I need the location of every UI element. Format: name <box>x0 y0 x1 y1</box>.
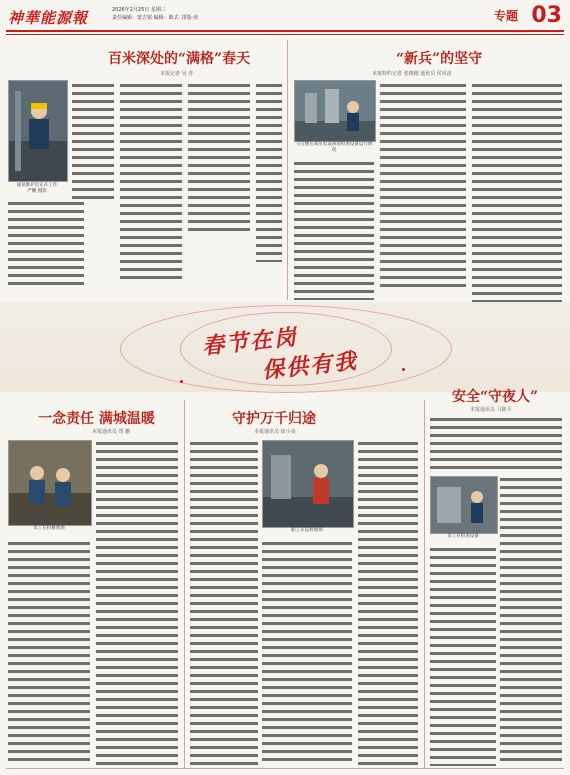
photo-maintenance-icon <box>9 441 91 525</box>
byline-bottom-middle: 本报通讯员 徐小凌 <box>254 429 296 435</box>
photo-bottom-left <box>8 440 92 526</box>
headline-bottom-middle: 守护万千归途 <box>232 411 316 427</box>
decorative-dot <box>402 368 405 371</box>
top-rule <box>6 30 564 32</box>
body-column <box>256 82 282 262</box>
photo-bottom-right <box>430 476 498 534</box>
page-number: 03 <box>531 3 562 28</box>
body-column <box>358 440 418 766</box>
headline-top-left: 百米深处的“满格”春天 <box>108 51 251 67</box>
body-column <box>190 440 258 766</box>
body-column <box>120 82 182 282</box>
body-column <box>500 476 562 766</box>
photo-caption-top-right: 马宝德在高压电设备前检查设备运行情况 <box>295 142 373 153</box>
byline-top-right: 本报特约记者 张晓刚 通讯员 侯凤清 <box>372 71 452 77</box>
byline-top-left: 本报记者 吴 青 <box>160 71 194 77</box>
decorative-dot <box>180 380 183 383</box>
photo-caption-bottom-left: 员工在检修现场 <box>33 526 65 531</box>
photo-bottom-middle <box>262 440 354 528</box>
column-divider <box>184 400 185 768</box>
top-rule-thin <box>6 34 564 35</box>
headline-top-right: “新兵”的坚守 <box>396 51 483 67</box>
body-column <box>472 82 562 302</box>
body-column <box>188 82 250 232</box>
banner-title-line2: 保供有我 <box>260 348 360 384</box>
photo-top-right <box>294 80 376 142</box>
body-column <box>96 440 178 766</box>
body-column <box>430 546 496 766</box>
bottom-rule <box>6 768 564 769</box>
photo-caption-top-left: 通讯维护员正在工作 严鹏 摄影 <box>16 183 58 194</box>
photo-substation-icon <box>295 81 375 141</box>
body-column <box>262 540 352 766</box>
newspaper-logo: 神華能源報 <box>8 9 89 27</box>
byline-bottom-right: 本报通讯员 马陈平 <box>470 407 512 413</box>
editor-line: 责任编辑：窦吉铭 编辑：陈式 ·排版·张 <box>112 15 199 21</box>
photo-caption-bottom-middle: 职工在巡检现场 <box>291 528 323 533</box>
section-label: 专题 <box>493 9 518 23</box>
masthead-meta <box>112 6 198 22</box>
body-column <box>294 160 374 300</box>
body-column <box>430 416 562 472</box>
byline-bottom-left: 本报通讯员 贾 鹏 <box>92 429 131 435</box>
body-column <box>72 82 114 202</box>
photo-worker-icon <box>9 81 67 181</box>
headline-bottom-left: 一念责任 满城温暖 <box>38 411 155 427</box>
body-column <box>380 82 466 292</box>
issue-date: 2026年2月25日 星期三 <box>112 7 166 13</box>
photo-equipment-icon <box>431 477 497 533</box>
column-divider <box>424 400 425 768</box>
photo-caption-bottom-right: 员工在检查设备 <box>447 534 479 539</box>
photo-inspection-icon <box>263 441 353 527</box>
banner-title-line1: 春节在岗 <box>200 324 300 360</box>
body-column <box>8 540 90 766</box>
headline-bottom-right: 安全“守夜人” <box>452 389 539 405</box>
column-divider <box>287 40 288 300</box>
photo-top-left <box>8 80 68 182</box>
body-column <box>8 200 84 290</box>
